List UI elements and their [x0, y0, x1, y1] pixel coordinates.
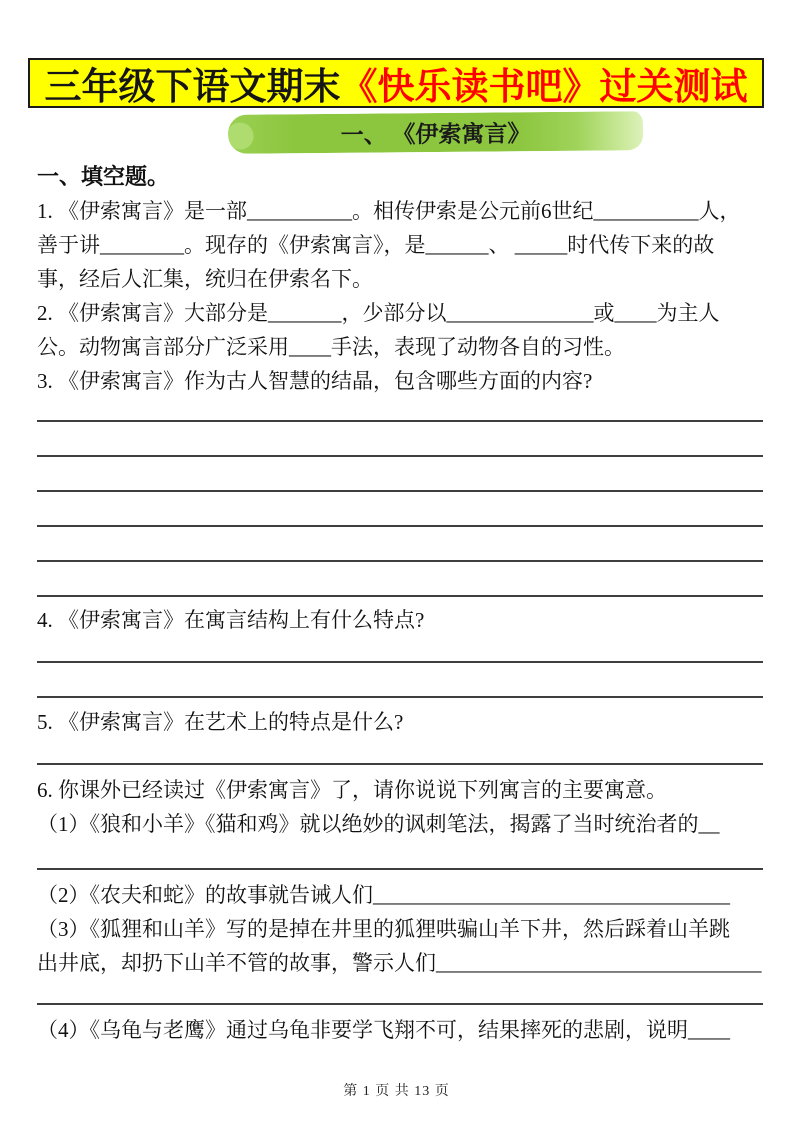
answer-line [37, 422, 763, 457]
answer-line [37, 663, 763, 698]
document-body [37, 160, 763, 1047]
answer-lines-group-4 [37, 841, 763, 870]
page-title-banner [28, 58, 764, 108]
question-2-line-1: 2. 《伊索寓言》大部分是_______，少部分以______________或____为主人 [37, 301, 720, 325]
question-6: 6. 你课外已经读过《伊索寓言》了，请你说说下列寓言的主要寓意。 [37, 778, 667, 802]
question-6-sub-3-line-2: 出井底，却扔下山羊不管的故事，警示人们_______________________________ [37, 951, 762, 975]
page-title-black-part: 三年级下语文期末 [44, 67, 341, 108]
answer-line [37, 457, 763, 492]
question-1-line-2: 善于讲________。现存的《伊索寓言》，是______、 _____时代传下来的故 [37, 233, 715, 257]
answer-line [37, 841, 763, 870]
answer-lines-group-3 [37, 739, 763, 765]
question-3: 3. 《伊索寓言》作为古人智慧的结晶，包含哪些方面的内容? [37, 369, 593, 393]
section-banner [228, 111, 643, 154]
answer-lines-group-5 [37, 980, 763, 1005]
section-heading: 一、填空题。 [37, 164, 170, 189]
question-4: 4. 《伊索寓言》在寓言结构上有什么特点? [37, 608, 425, 632]
question-5: 5. 《伊索寓言》在艺术上的特点是什么? [37, 710, 404, 734]
page-number-indicator: 第 1 页 共 13 页 [343, 1084, 450, 1099]
question-1-line-1: 1. 《伊索寓言》是一部__________。相传伊索是公元前6世纪__________人， [37, 199, 741, 223]
question-6-sub-2: （2）《农夫和蛇》的故事就告诫人们__________________________________ [37, 883, 730, 907]
answer-lines-group-2 [37, 637, 763, 698]
answer-line [37, 739, 763, 765]
answer-line [37, 492, 763, 527]
answer-line [37, 398, 763, 422]
question-2-line-2: 公。动物寓言部分广泛采用____手法，表现了动物各自的习性。 [37, 335, 625, 359]
page-title-red-part: 《快乐读书吧》过关测试 [340, 67, 748, 108]
section-banner-label: 一、 《伊索寓言》 [340, 121, 531, 148]
answer-line [37, 637, 763, 663]
page-footer [0, 1080, 793, 1100]
answer-line [37, 980, 763, 1005]
question-1-line-3: 事，经后人汇集，统归在伊索名下。 [37, 267, 373, 291]
question-6-sub-1: （1）《狼和小羊》《猫和鸡》就以绝妙的讽刺笔法，揭露了当时统治者的__ [37, 812, 720, 836]
answer-line [37, 527, 763, 562]
answer-lines-group-1 [37, 398, 763, 597]
question-6-sub-3-line-1: （3）《狐狸和山羊》写的是掉在井里的狐狸哄骗山羊下井，然后踩着山羊跳 [37, 917, 730, 941]
answer-line [37, 562, 763, 597]
question-6-sub-4: （4）《乌龟与老鹰》通过乌龟非要学飞翔不可，结果摔死的悲剧，说明____ [37, 1018, 730, 1042]
